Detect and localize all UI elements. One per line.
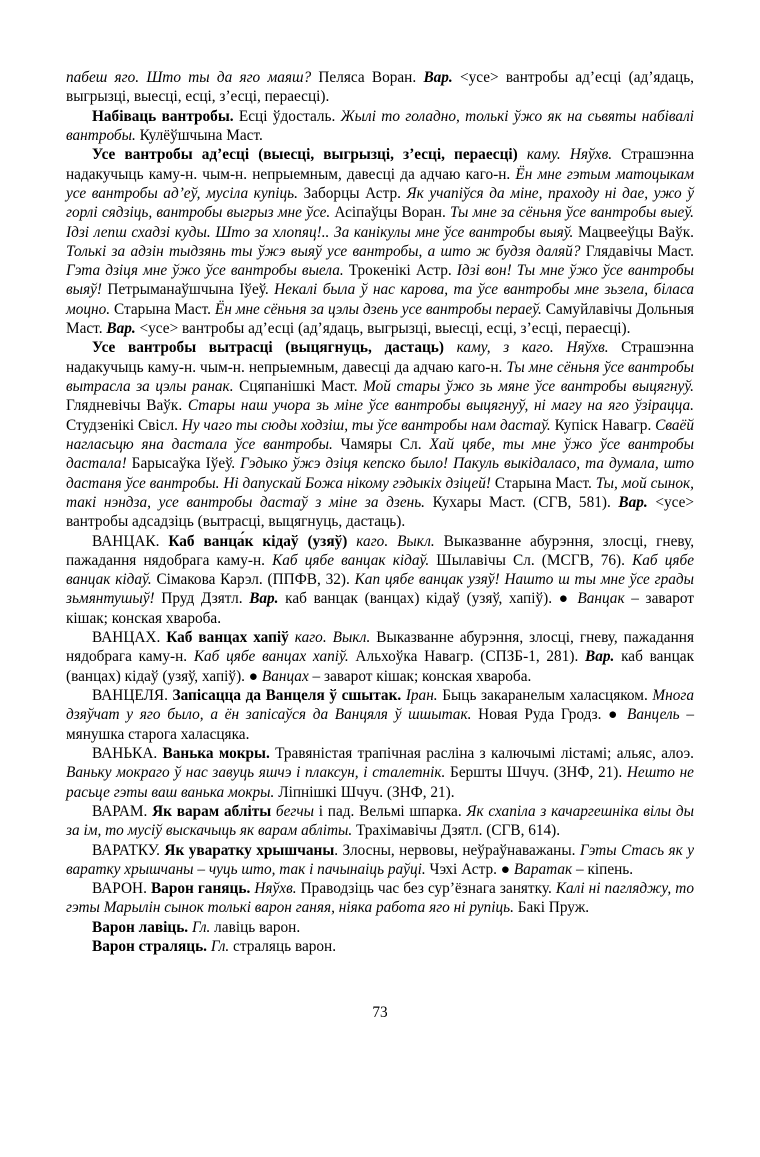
dictionary-entry: Варон лавіць. Гл. лавіць варон. (92, 918, 301, 936)
text-run-bold-italic: Вар. (618, 493, 648, 511)
text-run-italic: Іран. (401, 687, 438, 704)
text-run-italic: пабеш яго. Што ты да яго маяш? (66, 69, 312, 86)
dictionary-entry: ВАНЦЕЛЯ. Запісацца да Ванцеля ў сшытак. Іран. Быць закаранелым халасцяком. Многа дзяўчат у яго было, а ён запісаўся да Ванцяля ў шшытак. Новая Руда Гродз. ● Ванцель – мянушка старога халасцяка. (66, 687, 695, 743)
text-run-italic: Ты, мой сынок, такі нэндза, усе вантробы дастаў з міне за дзень. (66, 474, 695, 511)
text-run-bold: Як варам абліты (152, 802, 272, 820)
text-run-italic: Ідзі вон! Ты мне ўжо ўсе вантробы выяў! (66, 262, 695, 299)
text-run-italic: Ён мне сёньня за цэлы дзень усе вантробы пераеў. (214, 300, 542, 318)
dictionary-entry: ВАНЦАК. Каб ванца́к кідаў (узяў) каго. Выкл. Выказванне абурэння, злосці, гневу, пажадання нядобрага каму-н. Каб цябе ванцак кідаў. Шылавічы Сл. (МСГВ, 76). Каб цябе ванцак кідаў. Сімакова Карэл. (ППФВ, 32). Кап цябе ванцак узяў! Нашто ш ты мне ўсе грады зьмянтушыў! Пруд Дзятл. Вар. каб ванцак (ванцах) кідаў (узяў, хапіў). ● Ванцак – заварот кішак; конская хвароба. (66, 532, 695, 627)
text-run-italic: каму. Няўхв. (517, 146, 613, 164)
text-run-italic: Гл. (207, 938, 230, 956)
dictionary-entry: Варон страляць. Гл. страляць варон. (92, 938, 337, 956)
text-run-italic: каго. Выкл. (347, 532, 435, 550)
text-run-italic: Ванцель (626, 706, 680, 724)
text-run-italic: Гэдыко ўжэ дзіця кепско было! Пакуль выкідаласо, та думала, што дастаня ўсе вантробы. Ні дапускай Божа нікому гэдыкіх дзіцей! (66, 455, 694, 492)
dictionary-entry: Набіваць вантробы. Есці ўдосталь. Жылі то голадно, толькі ўжо як на сьвяты набівалі вантробы. Кулёўшчына Маст. (66, 107, 694, 144)
dictionary-entry: ВАНЬКА. Ванька мокры. Травяністая трапічная расліна з калючымі лістамі; альяс, алоэ. Ваньку мокраго ў нас завуць яшчэ і плаксун, і сталетнік. Бершты Шчуч. (ЗНФ, 21). Нешто не расьце гэты ваш ванька мокры. Ліпнішкі Шчуч. (ЗНФ, 21). (66, 744, 695, 801)
text-run-italic: Гэта дзіця мне ўжо ўсе вантробы выела. (66, 262, 344, 280)
text-run-italic: Варатак (513, 860, 573, 878)
text-run-italic: Няўхв. (250, 880, 297, 898)
text-run-italic: Стары наш учора зь міне ўсе вантробы выцягнуў, ні магу на яго ўзірацца. (187, 397, 694, 415)
text-run-italic: Ну чаго ты сюды ходзіш, ты ўсе вантробы нам дастаў. (181, 416, 551, 434)
text-run-italic: Каб цябе ванцах хапіў. (193, 648, 349, 666)
dictionary-entry: Усе вантробы вытрасці (выцягнуць, дастаць) каму, з каго. Няўхв. Страшэнна надакучыць каму-н. чым-н. непрыемным, давесці да адчаю каго-н. Ты мне сёньня ўсе вантробы вытрасла за цэлы ранак. Сцяпанішкі Маст. Мой стары ўжо зь мяне ўсе вантробы выцягнуў. Глядневічы Ваўк. Стары наш учора зь міне ўсе вантробы выцягнуў, ні магу на яго ўзірацца. Студзенікі Свісл. Ну чаго ты сюды ходзіш, ты ўсе вантробы нам дастаў. Купіск Навагр. Сваёй нагласьцю яна дастала ўсе вантробы. Чамяры Сл. Хай цябе, ты мне ўжо ўсе вантробы дастала! Барысаўка Іўеў. Гэдыко ўжэ дзіця кепско было! Пакуль выкідаласо, та думала, што дастаня ўсе вантробы. Ні дапускай Божа нікому гэдыкіх дзіцей! Старына Маст. Ты, мой сынок, такі нэндза, усе вантробы дастаў з міне за дзень. Кухары Маст. (СГВ, 581). Вар. <усе> вантробы адсадзіць (вытрасці, выцягнуць, дастаць). (66, 339, 695, 531)
text-run-bold: Каб ванца́к кідаў (узяў) (168, 532, 348, 550)
text-run-bold: Варон ганяць. (150, 880, 251, 898)
text-run-italic: Некалі была ў нас карова, та ўсе вантробы мне зьзела, біласа моцно. (66, 281, 695, 318)
text-run-italic: Многа дзяўчат у яго было, а ён запісаўся да Ванцяля ў шшытак. (66, 687, 695, 724)
page-number: 73 (372, 1004, 388, 1021)
text-run-italic: Гэты Стась як у варатку хрышчаны – чуць што, так і пачынаіць раўці. (66, 841, 695, 878)
text-run-italic: Ванцак (577, 590, 625, 608)
text-run-bold: Усе вантробы ад’есці (выесці, выгрызці, з’есці, пераесці) (92, 146, 518, 164)
dictionary-entry: ВАРАМ. Як варам абліты бегчы і пад. Вельмі шпарка. Як схапіла з качаргешніка вілы ды за ім, то мусіў выскачыць як варам абліты. Трахімавічы Дзятл. (СГВ, 614). (66, 802, 695, 840)
text-run-italic: Калі ні пагляджу, то гэты Марылін сынок толькі варон ганяя, ніяка работа яго ні рупіць. (66, 880, 694, 917)
text-run-italic: Каб цябе ванцак кідаў. (66, 551, 694, 589)
text-run-italic: каму, з каго. Няўхв. (443, 339, 609, 357)
text-run-bold: Як уваратку хрышчаны (164, 841, 335, 859)
text-run-italic: Кап цябе ванцак узяў! Нашто ш ты мне ўсе грады зьмянтушыў! (66, 571, 694, 608)
dictionary-entry: ВАРОН. Варон ганяць. Няўхв. Праводзіць час без сур’ёзнага занятку. Калі ні пагляджу, то гэты Марылін сынок толькі варон ганяя, ніяка работа яго ні рупіць. Бакі Пруж. (66, 880, 694, 917)
text-run-italic: Хай цябе, ты мне ўжо ўсе вантробы дастала! (66, 435, 694, 473)
text-run-italic: Сваёй нагласьцю яна дастала ўсе вантробы. (66, 416, 694, 453)
text-run-italic: Як учапіўся да міне, праходу ні дае, ужо ў горлі сядзіць, вантробы выгрыз мне ўсе. (66, 184, 694, 222)
dictionary-entry: ВАНЦАХ. Каб ванцах хапіў каго. Выкл. Выказванне абурэння, злосці, гневу, пажадання нядобрага каму-н. Каб цябе ванцах хапіў. Альхоўка Навагр. (СПЗБ-1, 281). Вар. каб ванцак (ванцах) кідаў (узяў, хапіў). ● Ванцах – заварот кішак; конская хвароба. (66, 629, 695, 685)
text-run-italic: Гл. (188, 918, 211, 936)
text-run-bold-italic: Вар. (106, 320, 136, 338)
text-run-italic: Як схапіла з качаргешніка вілы ды за ім, то мусіў выскачыць як варам абліты. (66, 802, 695, 840)
text-run-bold: Каб ванцах хапіў (166, 629, 289, 647)
text-run-italic: Нешто не расьце гэты ваш ванька мокры. (66, 764, 694, 801)
text-run-italic: Ваньку мокраго ў нас завуць яшчэ і плаксун, і сталетнік. (66, 764, 446, 782)
text-run-bold: Ванька мокры. (162, 744, 270, 762)
text-run-bold: Варон лавіць. (92, 918, 189, 936)
text-run-italic: Ванцах (261, 667, 309, 685)
dictionary-entry: Усе вантробы ад’есці (выесці, выгрызці, з’есці, пераесці) каму. Няўхв. Страшэнна надакучыць каму-н. чым-н. непрыемным, давесці да адчаю каго-н. Ён мне гэтым матоцыкам усе вантробы ад’еў, мусіла купіць. Заборцы Астр. Як учапіўся да міне, праходу ні дае, ужо ў горлі сядзіць, вантробы выгрыз мне ўсе. Асіпаўцы Воран. Ты мне за сёньня ўсе вантробы выеў. Ідзі лепш схадзі куды. Што за хлопяц!.. За канікулы мне ўсе вантробы выяў. Мацвееўцы Ваўк. Толькі за адзін тыдзянь ты ўжэ выяў усе вантробы, а што ж будзя даляй? Глядавічы Маст. Гэта дзіця мне ўжо ўсе вантробы выела. Трокенікі Астр. Ідзі вон! Ты мне ўжо ўсе вантробы выяў! Петрыманаўшчына Іўеў. Некалі была ў нас карова, та ўсе вантробы мне зьзела, біласа моцно. Старына Маст. Ён мне сёньня за цэлы дзень усе вантробы пераеў. Самуйлавічы Дольныя Маст. Вар. <усе> вантробы ад’есці (ад’ядаць, выгрызці, выесці, есці, з’есці, пераесці). (66, 146, 695, 338)
text-run-italic: Толькі за адзін тыдзянь ты ўжэ выяў усе вантробы, а што ж будзя даляй? (66, 242, 581, 260)
text-run-bold: Набіваць вантробы. (92, 107, 234, 125)
text-run-italic: Каб цябе ванцак кідаў. (272, 551, 430, 569)
text-run-italic: Мой стары ўжо зь мяне ўсе вантробы выцягнуў. (363, 378, 694, 395)
text-run-italic: Ён мне гэтым матоцыкам усе вантробы ад’еў, мусіла купіць. (66, 165, 694, 202)
text-run-italic: Ты мне за сёньня ўсе вантробы выеў. Ідзі лепш схадзі куды. Што за хлопяц!.. За канікулы мне ўсе вантробы выяў. (66, 204, 694, 241)
text-run-bold-italic: Вар. (585, 648, 615, 666)
document-body (66, 68, 694, 956)
text-run-italic: Жылі то голадно, толькі ўжо як на сьвяты набівалі вантробы. (66, 107, 694, 144)
text-run-italic: каго. Выкл. (288, 629, 371, 647)
dictionary-entry: пабеш яго. Што ты да яго маяш? Пеляса Воран. Вар. <усе> вантробы ад’есці (ад’ядаць, выгрызці, выесці, есці, з’есці, пераесці). (66, 69, 695, 106)
text-run-bold: Варон страляць. (92, 938, 208, 956)
text-run-bold-italic: Вар. (249, 590, 279, 608)
text-run-italic: Ты мне сёньня ўсе вантробы вытрасла за цэлы ранак. (66, 358, 695, 395)
text-run-bold: Усе вантробы вытрасці (выцягнуць, дастаць) (92, 339, 444, 357)
text-run-italic: бегчы (271, 802, 315, 820)
text-run-bold-italic: Вар. (423, 69, 453, 86)
dictionary-entry: ВАРАТКУ. Як уваратку хрышчаны. Злосны, нервовы, неўраўнаважаны. Гэты Стась як у варатку хрышчаны – чуць што, так і пачынаіць раўці. Чэхі Астр. ● Варатак – кіпень. (66, 841, 695, 878)
text-run-bold: Запісацца да Ванцеля ў сшытак. (172, 687, 402, 704)
